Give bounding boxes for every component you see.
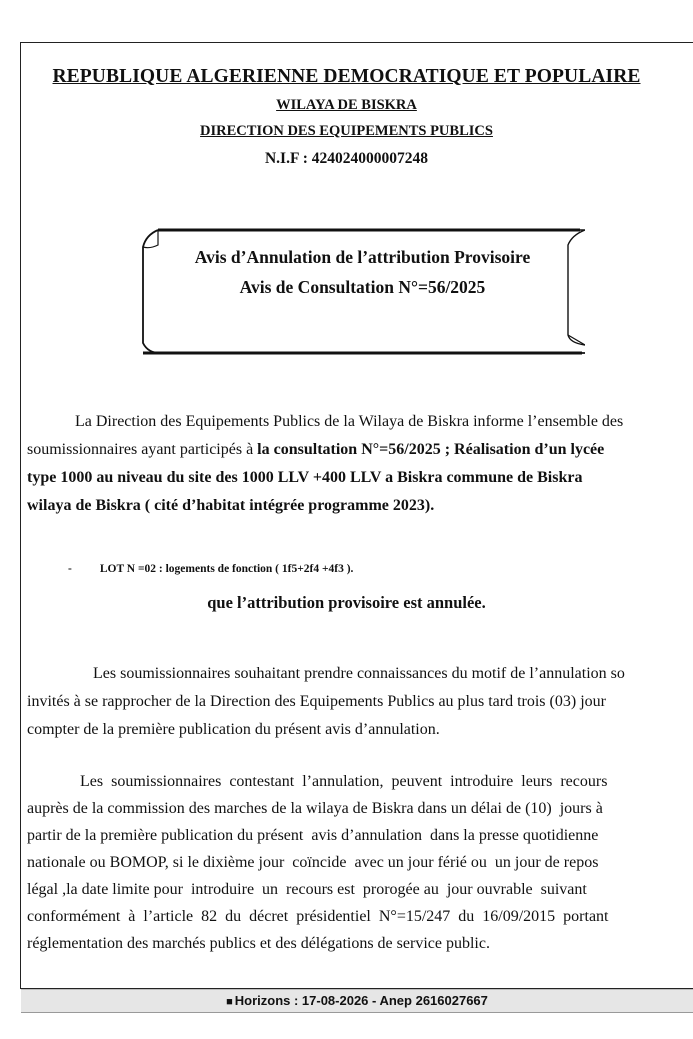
direction-title: DIRECTION DES EQUIPEMENTS PUBLICS (200, 123, 493, 139)
footer-marker: ■ (226, 996, 233, 1008)
notice-box (140, 225, 585, 355)
lot-item (68, 563, 353, 575)
intro-line-2-regular: soumissionnaires ayant participés à (27, 441, 258, 458)
result-statement: que l’attribution provisoire est annulée. (207, 593, 486, 612)
recours-line-7: réglementation des marchés publics et des délégations de service public. (27, 935, 490, 952)
notice-title-line2: Avis de Consultation N°=56/2025 (239, 277, 486, 297)
nif-line: N.I.F : 424024000007248 (264, 150, 429, 167)
recours-line-5: légal ,la date limite pour introduire un recours est prorogée au jour ouvrable suivant (27, 881, 587, 898)
footer-text: Horizons : 17-08-2026 - Anep 2616027667 (234, 993, 488, 1008)
recours-line-1: Les soumissionnaires contestant l’annulation, peuvent introduire leurs recours (80, 773, 608, 790)
recours-line-4: nationale ou BOMOP, si le dixième jour coïncide avec un jour férié ou un jour de repos (27, 854, 599, 871)
publication-footer (21, 989, 693, 1013)
lot-text: LOT N =02 : logements de fonction ( 1f5+2f4 +4f3 ). (99, 563, 354, 575)
recours-line-2: auprès de la commission des marches de la wilaya de Biskra dans un délai de (10) jours à (27, 800, 603, 817)
intro-line-2 (27, 438, 604, 462)
wilaya-title: WILAYA DE BISKRA (276, 97, 417, 113)
motif-line-2: invités à se rapprocher de la Direction des Equipements Publics au plus tard trois (03) jour (27, 693, 606, 710)
lot-bullet: - (68, 563, 72, 575)
recours-line-3: partir de la première publication du présent avis d’annulation dans la presse quotidienne (27, 827, 599, 844)
republic-title: REPUBLIQUE ALGERIENNE DEMOCRATIQUE ET POPULAIRE (52, 66, 641, 87)
intro-line-1: La Direction des Equipements Publics de la Wilaya de Biskra informe l’ensemble des (75, 413, 624, 430)
notice-title-line1: Avis d’Annulation de l’attribution Provisoire (194, 247, 531, 267)
intro-line-3: type 1000 au niveau du site des 1000 LLV +400 LLV a Biskra commune de Biskra (27, 469, 583, 486)
recours-line-6: conformément à l’article 82 du décret présidentiel N°=15/247 du 16/09/2015 portant (27, 908, 609, 925)
motif-line-1: Les soumissionnaires souhaitant prendre connaissances du motif de l’annulation so (93, 665, 625, 682)
intro-line-4: wilaya de Biskra ( cité d’habitat intégrée programme 2023). (27, 497, 435, 514)
intro-line-2-bold: la consultation N°=56/2025 ; Réalisation d’un lycée (257, 441, 605, 458)
motif-line-3: compter de la première publication du présent avis d’annulation. (27, 721, 440, 738)
